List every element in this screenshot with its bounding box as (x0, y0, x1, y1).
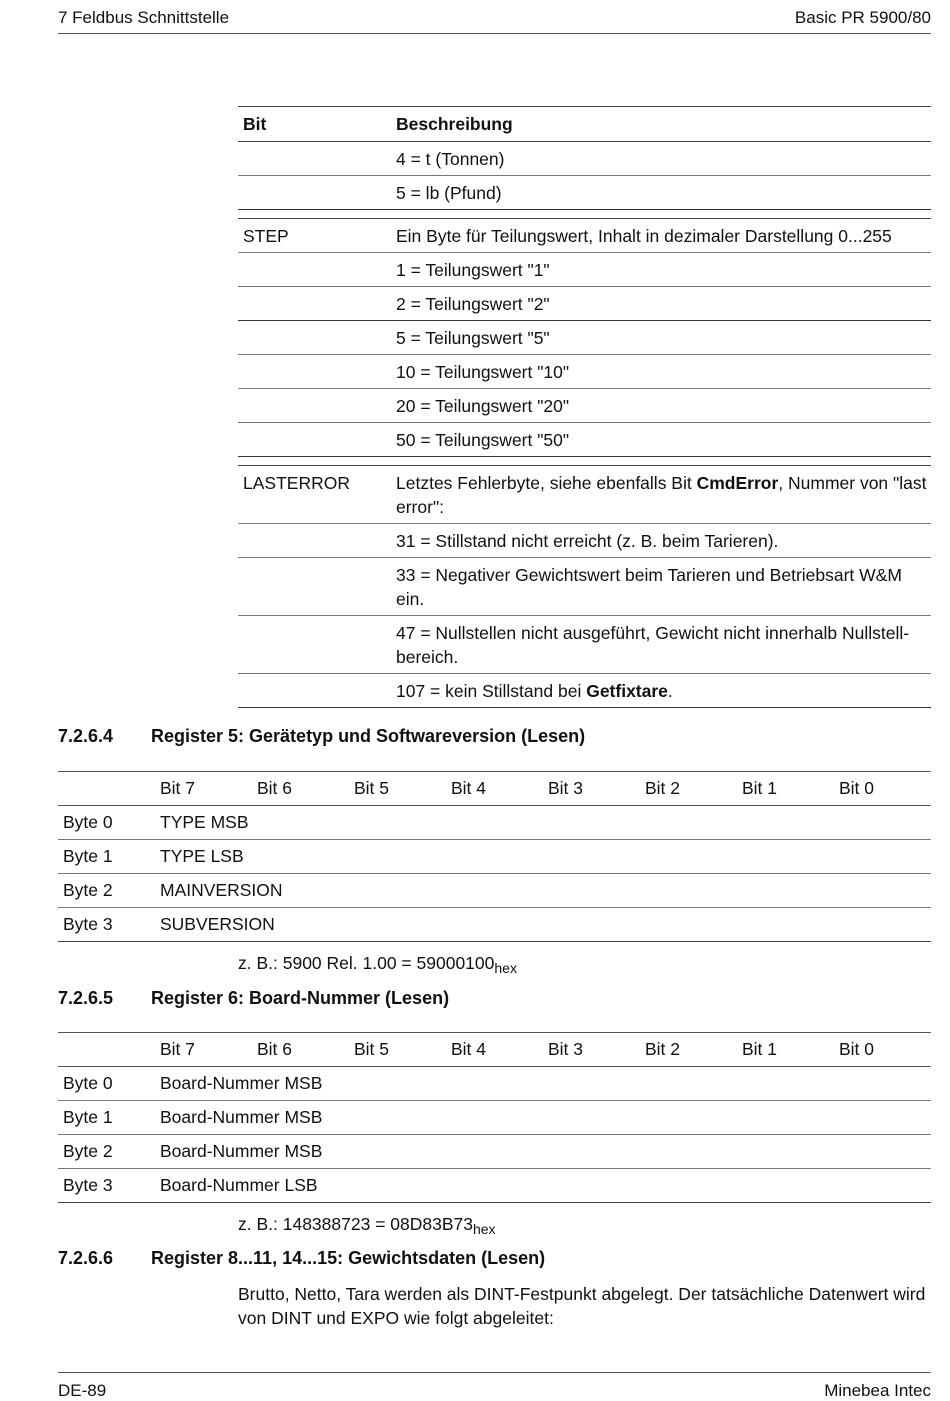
section-heading-7-2-6-6: 7.2.6.6 Register 8...11, 14...15: Gewichtsdaten (Lesen) (58, 1248, 546, 1268)
table-row: 50 = Teilungswert "50" (238, 423, 931, 457)
page-footer (58, 1372, 931, 1401)
table-row: Byte 3 Board-Nummer LSB (58, 1169, 931, 1203)
page-header (58, 6, 931, 34)
table-row: 31 = Stillstand nicht erreicht (z. B. beim Tarieren). (238, 524, 931, 558)
table-row: 4 = t (Tonnen) (238, 142, 931, 176)
chapter-title: 7 Feldbus Schnittstelle (58, 8, 230, 27)
bit-description-table (238, 106, 931, 708)
bit-header-row: Bit 7 Bit 6 Bit 5 Bit 4 Bit 3 Bit 2 Bit 1 Bit 0 (58, 772, 931, 806)
lasterror-last: 107 = kein Stillstand bei Getfixtare. (391, 674, 931, 708)
table-row: 33 = Negativer Gewichtswert beim Tarieren und Betriebsart W&M ein. (238, 558, 931, 616)
product-name: Basic PR 5900/80 (794, 8, 931, 27)
section-heading-7-2-6-5: 7.2.6.5 Register 6: Board-Nummer (Lesen) (58, 988, 450, 1008)
table-row: 10 = Teilungswert "10" (238, 355, 931, 389)
table-row: 5 = lb (Pfund) (238, 176, 931, 210)
table-row: Byte 0 Board-Nummer MSB (58, 1067, 931, 1101)
table-row: Byte 0 TYPE MSB (58, 806, 931, 840)
table-row: Byte 2 Board-Nummer MSB (58, 1135, 931, 1169)
table-row: 20 = Teilungswert "20" (238, 389, 931, 423)
register-5-table (58, 771, 931, 942)
table-row: 1 = Teilungswert "1" (238, 253, 931, 287)
table-row: 2 = Teilungswert "2" (238, 287, 931, 321)
step-intro: Ein Byte für Teilungswert, Inhalt in dezimaler Darstellung 0...255 (391, 219, 931, 253)
register-6-table (58, 1032, 931, 1203)
table-row: Byte 2 MAINVERSION (58, 874, 931, 908)
body-paragraph: Brutto, Netto, Tara werden als DINT-Festpunkt abgelegt. Der tatsächliche Datenwert wird von DINT und EXPO wie folgt abgeleitet: (238, 1284, 926, 1328)
table-row: 5 = Teilungswert "5" (238, 321, 931, 355)
table-row-lasterror (238, 466, 931, 524)
register-5-example: z. B.: 5900 Rel. $1.00 = 59000100_{hex}$ (238, 953, 517, 976)
lasterror-intro: Letztes Fehlerbyte, siehe ebenfalls Bit CmdError, Nummer von "last error": (391, 466, 931, 524)
table-row (238, 674, 931, 708)
page-number: DE-89 (58, 1381, 107, 1400)
column-header-description: Beschreibung (391, 107, 931, 142)
table-row-step (238, 219, 931, 253)
table-row: 47 = Nullstellen nicht ausgeführt, Gewicht nicht innerhalb Nullstell-bereich. (238, 616, 931, 674)
column-header-bit: Bit (238, 107, 391, 142)
table-row: Byte 1 Board-Nummer MSB (58, 1101, 931, 1135)
company-name: Minebea Intec (824, 1381, 931, 1400)
lasterror-label: LASTERROR (238, 466, 391, 524)
bit-header-row: Bit 7 Bit 6 Bit 5 Bit 4 Bit 3 Bit 2 Bit 1 Bit 0 (58, 1033, 931, 1067)
table-header-row (238, 107, 931, 142)
table-row: Byte 3 SUBVERSION (58, 908, 931, 942)
step-label: STEP (238, 219, 391, 253)
section-heading-7-2-6-4: 7.2.6.4 Register 5: Gerätetyp und Softwareversion (Lesen) (58, 726, 586, 746)
table-row: Byte 1 TYPE LSB (58, 840, 931, 874)
register-6-example: z. B.: $148388723 = 08D83B73_{hex}$ (238, 1214, 496, 1237)
